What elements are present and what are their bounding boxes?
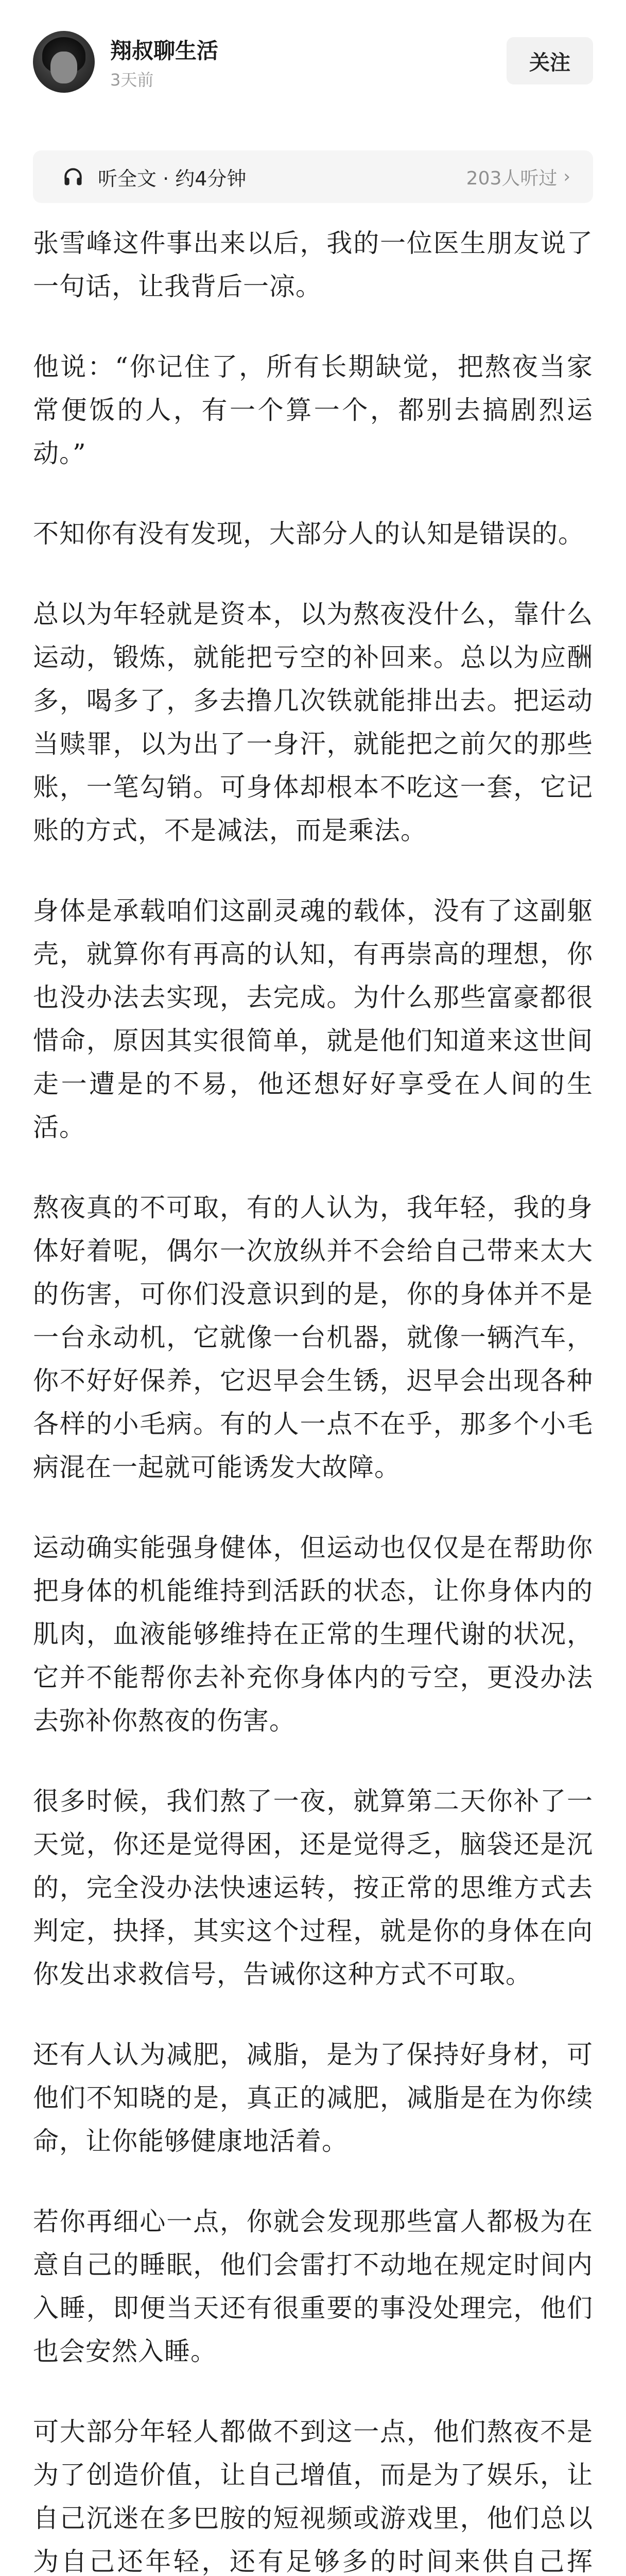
article-paragraph: 运动确实能强身健体，但运动也仅仅是在帮助你把身体的机能维持到活跃的状态，让你身体内的肌肉，血液能够维持在正常的生理代谢的状况，它并不能帮你去补充你身体内的亏空，更没办法去弥补你熬夜的伤害。 bbox=[33, 1533, 593, 1736]
author-header bbox=[0, 0, 626, 149]
article-paragraph: 若你再细心一点，你就会发现那些富人都极为在意自己的睡眠，他们会雷打不动地在规定时间内入睡，即便当天还有很重要的事没处理完，他们也会安然入睡。 bbox=[33, 2207, 593, 2366]
article-paragraph: 可大部分年轻人都做不到这一点，他们熬夜不是为了创造价值，让自己增值，而是为了娱乐，让自己沉迷在多巴胺的短视频或游戏里，他们总以为自己还年轻，还有足够多的时间来供自己挥 bbox=[33, 2417, 593, 2576]
article-paragraph: 熬夜真的不可取，有的人认为，我年轻，我的身体好着呢，偶尔一次放纵并不会给自己带来太大的伤害，可你们没意识到的是，你的身体并不是一台永动机，它就像一台机器，就像一辆汽车，你不好好保养，它迟早会生锈，迟早会出现各种各样的小毛病。有的人一点不在乎，那多个小毛病混在一起就可能诱发大故障。 bbox=[33, 1193, 593, 1482]
post-time: 3天前 bbox=[110, 70, 154, 90]
article-paragraph: 很多时候，我们熬了一夜，就算第二天你补了一天觉，你还是觉得困，还是觉得乏，脑袋还是沉的，完全没办法快速运转，按正常的思维方式去判定，抉择，其实这个过程，就是你的身体在向你发出求救信号，告诫你这种方式不可取。 bbox=[33, 1786, 593, 1989]
article-paragraph: 身体是承载咱们这副灵魂的载体，没有了这副躯壳，就算你有再高的认知，有再崇高的理想，你也没办法去实现，去完成。为什么那些富豪都很惜命，原因其实很简单，就是他们知道来这世间走一遭是的不易，他还想好好享受在人间的生活。 bbox=[33, 896, 593, 1142]
chevron-right-icon: › bbox=[563, 166, 570, 187]
article-paragraph: 还有人认为减肥，减脂，是为了保持好身材，可他们不知晓的是，真正的减肥，减脂是在为你续命，让你能够健康地活着。 bbox=[33, 2040, 593, 2156]
avatar[interactable] bbox=[33, 31, 95, 93]
follow-button[interactable]: 关注 bbox=[507, 37, 593, 84]
article-paragraph: 他说：“你记住了，所有长期缺觉，把熬夜当家常便饭的人，有一个算一个，都别去搞剧烈运动。” bbox=[33, 352, 593, 468]
author-name[interactable]: 翔叔聊生活 bbox=[110, 38, 219, 63]
article-body bbox=[33, 222, 593, 2576]
article-paragraph: 不知你有没有发现，大部分人的认知是错误的。 bbox=[33, 519, 584, 549]
article-paragraph: 张雪峰这件事出来以后，我的一位医生朋友说了一句话，让我背后一凉。 bbox=[33, 228, 593, 301]
listener-count bbox=[466, 164, 570, 190]
listen-label: 听全文 · 约4分钟 bbox=[98, 167, 247, 190]
avatar-face bbox=[50, 52, 77, 83]
headphones-icon bbox=[62, 165, 84, 188]
article-paragraph: 总以为年轻就是资本，以为熬夜没什么，靠什么运动，锻炼，就能把亏空的补回来。总以为应酬多，喝多了，多去撸几次铁就能排出去。把运动当赎罪，以为出了一身汗，就能把之前欠的那些账，一笔勾销。可身体却根本不吃这一套，它记账的方式，不是减法，而是乘法。 bbox=[33, 599, 593, 845]
listener-count-text: 203人听过 bbox=[466, 167, 558, 189]
listen-bar[interactable] bbox=[33, 150, 593, 203]
